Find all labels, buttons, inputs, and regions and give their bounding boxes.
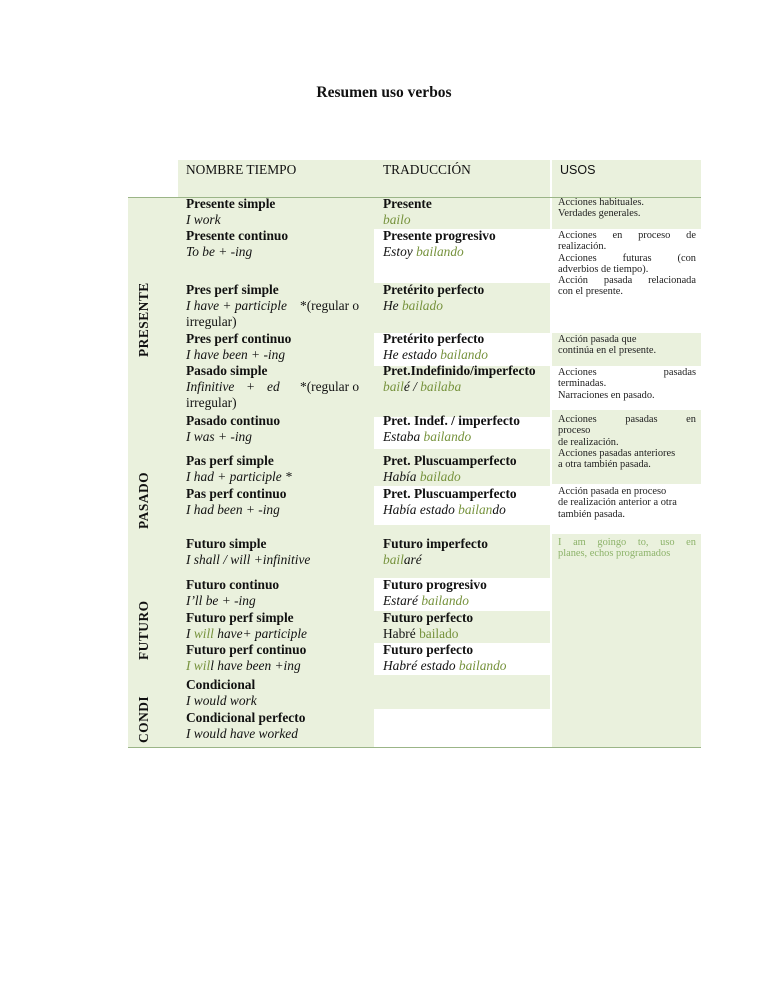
usos-presente-continuo bbox=[558, 230, 696, 298]
nombre-futuro-continuo: Futuro continuo bbox=[186, 577, 280, 592]
text-bailando: bailando bbox=[440, 347, 488, 362]
header-nombre-tiempo: NOMBRE TIEMPO bbox=[186, 162, 297, 177]
text-do: do bbox=[492, 502, 506, 517]
usos-line: proceso bbox=[558, 425, 591, 437]
text-habre-estado: Habré estado bbox=[383, 658, 459, 673]
section-pasado: PASADO bbox=[136, 471, 151, 529]
trad-futuro-progresivo: Futuro progresivo bbox=[383, 577, 487, 592]
usos-line: realización. bbox=[558, 241, 607, 253]
nombre-pres-perf-continuo: Pres perf continuo bbox=[186, 331, 292, 346]
text-have-been-ing: l have been +ing bbox=[210, 658, 301, 673]
trad-futuro-perfecto: Futuro perfecto bbox=[383, 610, 474, 625]
text-habia: Había bbox=[383, 469, 420, 484]
nombre-ed: ed bbox=[267, 379, 280, 394]
text-will: will bbox=[193, 626, 214, 641]
usos-line: terminadas. bbox=[558, 378, 607, 390]
text-bailando: bailando bbox=[458, 658, 507, 673]
nombre-i-have-participle: I have + participle bbox=[186, 298, 287, 313]
text-bailan: bailan bbox=[458, 502, 493, 517]
trad-pret-pluscuamperfecto-2: Pret. Pluscuamperfecto bbox=[383, 486, 517, 501]
nombre-presente-simple: Presente simple bbox=[186, 196, 276, 211]
trad-habre-bailado bbox=[383, 626, 458, 642]
usos-line: continúa en el presente. bbox=[558, 345, 657, 357]
nombre-i-have-been-ing: I have been + -ing bbox=[186, 347, 286, 362]
nombre-regular-note: *(regular o bbox=[300, 298, 360, 313]
text-bailado: bailado bbox=[401, 298, 443, 313]
text-bail: bail bbox=[383, 552, 404, 567]
nombre-pasado-continuo: Pasado continuo bbox=[186, 413, 281, 428]
header-usos: USOS bbox=[560, 163, 596, 177]
trad-futuro-perfecto-2: Futuro perfecto bbox=[383, 642, 474, 657]
trad-baile-bailaba bbox=[383, 379, 461, 395]
trad-presente: Presente bbox=[383, 196, 432, 211]
nombre-futuro-perf-continuo: Futuro perf continuo bbox=[186, 642, 307, 657]
trad-estare-bailando bbox=[383, 593, 469, 609]
usos-pas-perf-continuo bbox=[558, 486, 696, 520]
trad-bailare bbox=[383, 552, 422, 568]
nombre-irregular-2: irregular) bbox=[186, 395, 237, 410]
nombre-futuro-perf-simple: Futuro perf simple bbox=[186, 610, 294, 625]
text-habre: Habré bbox=[383, 626, 416, 641]
usos-line: a otra también pasada. bbox=[558, 459, 651, 471]
nombre-i-work: I work bbox=[186, 212, 221, 227]
text-are: aré bbox=[403, 552, 422, 567]
text-he-estado: He estado bbox=[383, 347, 441, 362]
trad-presente-progresivo: Presente progresivo bbox=[383, 228, 496, 243]
usos-pasado-continuo bbox=[558, 414, 696, 470]
usos-line: también pasada. bbox=[558, 508, 625, 520]
trad-pret-indefinido: Pret.Indefinido/imperfecto bbox=[383, 363, 536, 378]
trad-habre-estado-bailando bbox=[383, 658, 507, 674]
trad-estaba-bailando bbox=[383, 429, 471, 445]
usos-line: con el presente. bbox=[558, 286, 623, 298]
page-title: Resumen uso verbos bbox=[316, 84, 452, 101]
usos-line: Acción pasada relacionada bbox=[558, 275, 696, 287]
usos-line: Acción pasada en proceso bbox=[558, 486, 667, 497]
nombre-pasado-simple: Pasado simple bbox=[186, 363, 268, 378]
nombre-condicional-perfecto: Condicional perfecto bbox=[186, 710, 306, 725]
text-bail: bail bbox=[383, 379, 404, 394]
usos-line: de realización. bbox=[558, 436, 619, 448]
nombre-i-would-have-worked: I would have worked bbox=[186, 726, 298, 741]
nombre-i-would-work: I would work bbox=[186, 693, 257, 708]
nombre-pas-perf-simple: Pas perf simple bbox=[186, 453, 274, 468]
nombre-futuro-simple: Futuro simple bbox=[186, 536, 267, 551]
text-slash: / bbox=[409, 379, 421, 394]
text-he: He bbox=[383, 298, 402, 313]
text-estoy: Estoy bbox=[383, 244, 417, 259]
usos-line: Acciones en proceso de bbox=[558, 230, 696, 241]
usos-line: Acciones pasadas anteriores bbox=[558, 447, 676, 459]
section-futuro: FUTURO bbox=[136, 600, 151, 660]
trad-he-estado-bailando bbox=[383, 347, 488, 363]
usos-line: Narraciones en pasado. bbox=[558, 389, 655, 401]
usos-futuro-simple bbox=[558, 537, 696, 560]
usos-line: Acciones pasadas en bbox=[558, 414, 696, 425]
section-condi: CONDI bbox=[136, 695, 151, 743]
usos-line: Acciones futuras (con bbox=[558, 252, 696, 264]
usos-pasado-simple bbox=[558, 367, 696, 401]
trad-pret-indef-imperfecto: Pret. Indef. / imperfecto bbox=[383, 413, 520, 428]
nombre-i-had-been-ing: I had been + -ing bbox=[186, 502, 280, 517]
usos-line: Verdades generales. bbox=[558, 208, 641, 220]
trad-futuro-imperfecto: Futuro imperfecto bbox=[383, 536, 488, 551]
text-habia-estado: Había estado bbox=[383, 502, 459, 517]
nombre-regular-note-2: *(regular o bbox=[300, 379, 360, 394]
nombre-i-shall-will: I shall / will +infinitive bbox=[186, 552, 311, 567]
text-i: I bbox=[186, 626, 194, 641]
nombre-presente-continuo: Presente continuo bbox=[186, 228, 289, 243]
nombre-condicional: Condicional bbox=[186, 677, 256, 692]
text-bailaba: bailaba bbox=[420, 379, 462, 394]
text-i-wil: I wil bbox=[186, 658, 211, 673]
usos-line: de realización anterior a otra bbox=[558, 497, 677, 509]
trad-he-bailado bbox=[383, 298, 443, 314]
text-bailando: bailando bbox=[423, 429, 472, 444]
section-presente: PRESENTE bbox=[136, 282, 151, 357]
nombre-i-will-have-participle bbox=[186, 626, 307, 642]
usos-presente-simple bbox=[558, 197, 696, 220]
nombre-plus: + bbox=[246, 379, 256, 394]
nombre-ill-be-ing: I’ll be + -ing bbox=[186, 593, 256, 608]
text-bailado: bailado bbox=[419, 469, 461, 484]
trad-preterito-perfecto: Pretérito perfecto bbox=[383, 282, 485, 297]
trad-habia-estado-bailando bbox=[383, 502, 506, 518]
text-bailando: bailando bbox=[421, 593, 469, 608]
header-traduccion: TRADUCCIÓN bbox=[383, 162, 471, 177]
usos-line: Acciones habituales. bbox=[558, 197, 644, 208]
text-have-participle: have+ participle bbox=[213, 626, 307, 641]
verb-table bbox=[128, 160, 701, 748]
text-e: é bbox=[403, 379, 410, 394]
usos-pres-perf-continuo bbox=[558, 334, 696, 357]
text-estaba: Estaba bbox=[383, 429, 424, 444]
nombre-to-be-ing: To be + -ing bbox=[186, 244, 253, 259]
usos-line: adverbios de tiempo). bbox=[558, 263, 649, 275]
nombre-pas-perf-continuo: Pas perf continuo bbox=[186, 486, 287, 501]
usos-line: Acción pasada que bbox=[558, 334, 637, 345]
usos-line: planes, echos programados bbox=[558, 548, 671, 560]
trad-habia-bailado bbox=[383, 469, 461, 485]
nombre-i-was-ing: I was + -ing bbox=[186, 429, 252, 444]
nombre-i-will-have-been-ing bbox=[186, 658, 301, 674]
trad-bailo: bailo bbox=[383, 212, 411, 227]
nombre-irregular: irregular) bbox=[186, 314, 237, 329]
nombre-infinitive: Infinitive bbox=[186, 379, 235, 394]
usos-line: I am goingo to, uso en bbox=[558, 537, 696, 548]
usos-line: Acciones pasadas bbox=[558, 367, 696, 378]
text-estare: Estaré bbox=[383, 593, 422, 608]
nombre-i-had-participle: I had + participle * bbox=[186, 469, 292, 484]
trad-pret-pluscuamperfecto: Pret. Pluscuamperfecto bbox=[383, 453, 517, 468]
text-bailando: bailando bbox=[416, 244, 464, 259]
trad-preterito-perfecto-2: Pretérito perfecto bbox=[383, 331, 485, 346]
text-bailado: bailado bbox=[415, 626, 459, 641]
nombre-pres-perf-simple: Pres perf simple bbox=[186, 282, 279, 297]
trad-estoy-bailando bbox=[383, 244, 464, 260]
